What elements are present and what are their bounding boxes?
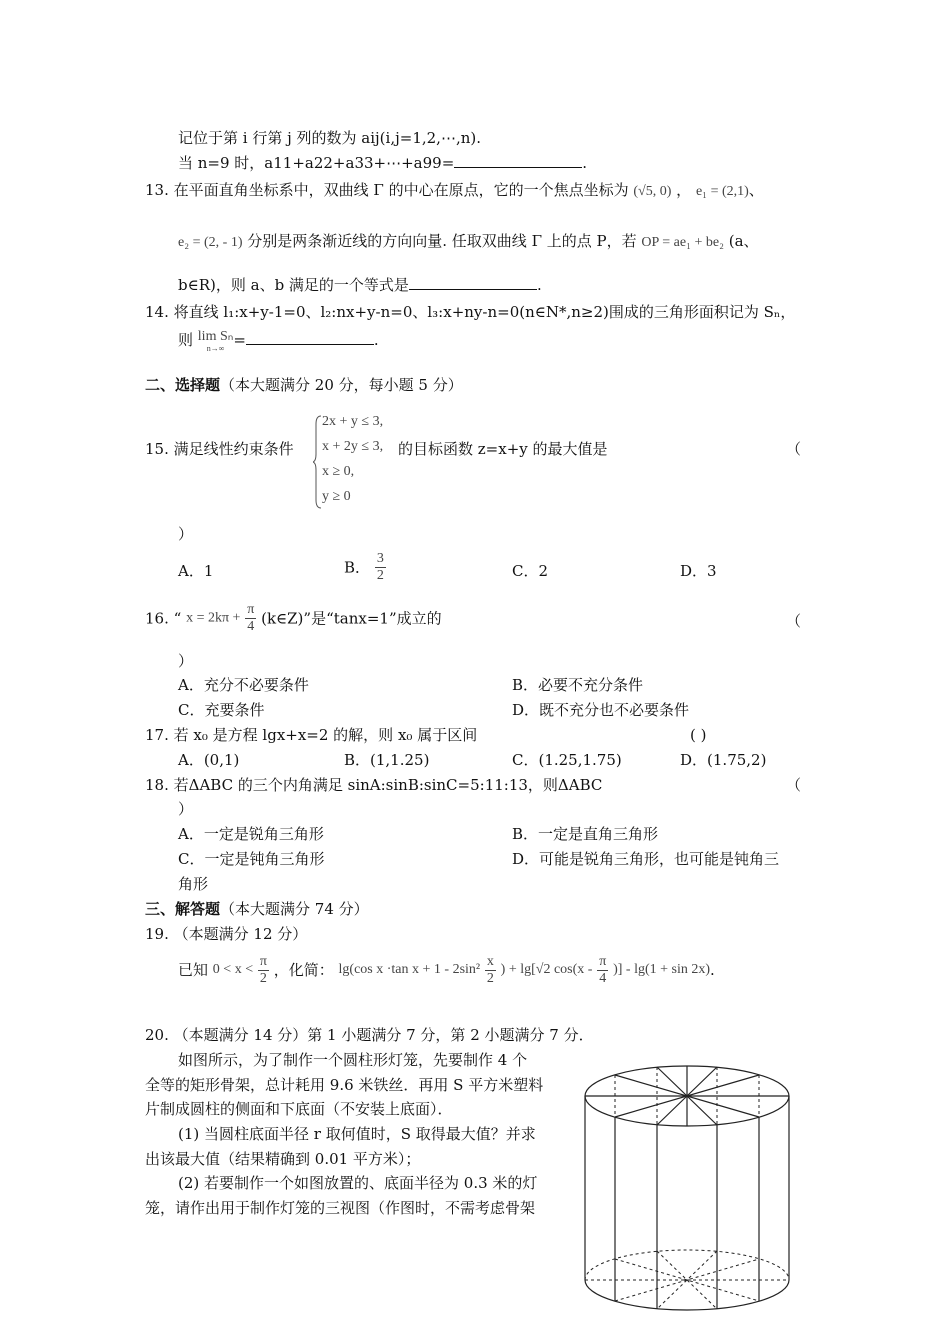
lantern-figure [576, 1050, 798, 1338]
q18-line1 [145, 775, 602, 795]
question-number: 20. [145, 1026, 169, 1044]
q20-score: （本题满分 14 分）第 1 小题满分 7 分，第 2 小题满分 7 分． [173, 1026, 594, 1044]
q13-paren: (a、 [728, 232, 759, 250]
fraction-pi-4 [245, 602, 256, 635]
question-number: 16. [145, 609, 169, 628]
q14-then: 则 [178, 331, 194, 349]
quote-open: “ [173, 609, 182, 628]
option-c[interactable]: C．充要条件 [178, 701, 265, 719]
q14-text1: 将直线 l₁:x+y-1=0、l₂:nx+y-n=0、l₃:x+ny-n=0(n∈N*,n≥2)围成的三角形面积记为 Sₙ， [173, 303, 796, 321]
answer-paren: ( ) [690, 726, 707, 744]
q12-line2 [178, 153, 587, 173]
answer-paren-open: （ [786, 612, 802, 630]
option-d[interactable]: D．既不充分也不必要条件 [512, 701, 690, 719]
q20-p1-line3: 片制成圆柱的侧面和下底面（不安装上底面）． [145, 1100, 453, 1118]
q17-text: 若 x₀ 是方程 lgx+x=2 的解，则 x₀ 属于区间 [173, 726, 478, 744]
q13-text2: 分别是两条渐近线的方向向量. 任取双曲线 Γ 上的点 P，若 [247, 232, 637, 250]
q19-score: （本题满分 12 分） [173, 925, 308, 943]
q19-given: 已知 [178, 961, 209, 979]
q20-header [145, 1025, 594, 1045]
limit-main: lim Sₙ [197, 329, 234, 344]
option-d[interactable]: D．可能是锐角三角形，也可能是钝角三 [512, 850, 780, 868]
constraint-1: 2x + y ≤ 3, [322, 414, 384, 429]
answer-paren-open: （ [786, 440, 802, 458]
q20-p3-line1: (2) 若要制作一个如图放置的、底面半径为 0.3 米的灯 [178, 1174, 538, 1192]
q15-prefix-line [145, 439, 294, 459]
q14-line2 [178, 330, 379, 353]
q14-eq: = [233, 331, 246, 349]
answer-paren-close: ） [178, 800, 194, 818]
q20-p2-line1: (1) 当圆柱底面半径 r 取何值时，S 取得最大值？并求 [178, 1125, 536, 1143]
q13-text1: 在平面直角坐标系中，双曲线 Γ 的中心在原点，它的一个焦点坐标为 [173, 181, 629, 199]
q20-p3-line2: 笼，请作出用于制作灯笼的三视图（作图时，不需考虑骨架 [145, 1199, 536, 1217]
frac-den: 4 [599, 970, 607, 986]
section-2-heading [145, 375, 463, 395]
q13-comma: ， [676, 181, 692, 199]
answer-blank[interactable] [246, 330, 374, 345]
q18-text: 若ΔABC 的三个内角满足 sinA:sinB:sinC=5:11:13，则ΔABC [173, 776, 603, 794]
q12-prefix: 当 n=9 时，a11+a22+a33+⋯+a99= [178, 154, 455, 172]
answer-paren-close: ） [178, 525, 194, 543]
q13-sep: 、 [748, 181, 764, 199]
option-a[interactable]: A．一定是锐角三角形 [178, 825, 324, 843]
q19-expr1: lg(cos x ·tan x + 1 - 2sin² [338, 962, 481, 977]
frac-den: 4 [247, 619, 255, 634]
option-b[interactable]: B．一定是直角三角形 [512, 825, 659, 843]
option-a[interactable]: A．1 [178, 562, 214, 580]
section-title: 三、解答题 [145, 900, 221, 918]
option-d[interactable]: D．(1.75,2) [680, 751, 767, 769]
section-title: 二、选择题 [145, 376, 221, 394]
option-d[interactable]: D．3 [680, 562, 717, 580]
question-number: 19. [145, 925, 169, 943]
question-number: 18. [145, 776, 169, 794]
q15-suffix: 的目标函数 z=x+y 的最大值是 [398, 440, 608, 458]
fraction-pi-4 [597, 954, 608, 987]
q19-simplify: ，化简： [273, 961, 334, 979]
q12-suffix: . [582, 154, 588, 172]
constraint-2: x + 2y ≤ 3, [322, 439, 384, 454]
option-c[interactable]: C．(1.25,1.75) [512, 751, 622, 769]
answer-blank[interactable] [409, 275, 537, 290]
q20-p2-line2: 出该最大值（结果精确到 0.01 平方米）； [145, 1150, 421, 1168]
q16-line1 [145, 602, 442, 635]
section-3-heading [145, 899, 369, 919]
frac-den: 2 [486, 970, 494, 986]
q14-line1 [145, 302, 795, 322]
q16-expr: x = 2kπ + [186, 610, 241, 626]
q19-header [145, 924, 307, 944]
q13-text3: b∈R)，则 a、b 满足的一个等式是 [178, 276, 409, 294]
frac-num: 3 [376, 551, 384, 566]
frac-num: x [486, 953, 494, 969]
q19-expr2: ) + lg[√2 cos(x - [500, 962, 593, 977]
q19-expr3: )] - lg(1 + sin 2x) [613, 962, 711, 977]
limit-expression [198, 330, 234, 353]
fraction-pi-2 [258, 954, 269, 987]
question-number: 14. [145, 303, 169, 321]
focus-coordinate: (√5, 0) [633, 184, 672, 199]
question-number: 15. [145, 440, 169, 458]
limit-sub: n→∞ [206, 344, 225, 353]
answer-paren-open: （ [786, 776, 802, 794]
q12-line1: 记位于第 i 行第 j 列的数为 aij(i,j=1,2,⋯,n). [178, 129, 481, 147]
constraint-3: x ≥ 0, [322, 464, 355, 479]
q19-body [178, 950, 715, 989]
fraction-three-halves [375, 551, 386, 584]
q20-p1-line1: 如图所示，为了制作一个圆柱形灯笼，先要制作 4 个 [178, 1051, 528, 1069]
answer-paren-close: ） [178, 652, 194, 670]
q14-suffix: . [373, 331, 379, 349]
option-c[interactable]: C．2 [512, 562, 549, 580]
section-note: （本大题满分 20 分，每小题 5 分） [220, 376, 463, 394]
option-c[interactable]: C．一定是钝角三角形 [178, 850, 325, 868]
frac-den: 2 [259, 970, 267, 986]
question-number: 13. [145, 181, 169, 199]
option-a[interactable]: A．充分不必要条件 [178, 676, 309, 694]
frac-num: π [247, 602, 255, 617]
constraint-4: y ≥ 0 [322, 489, 351, 504]
q13-line3 [178, 275, 542, 295]
q13-line1 [145, 180, 764, 202]
section-note: （本大题满分 74 分） [220, 900, 369, 918]
answer-blank[interactable] [454, 153, 582, 168]
q15-prefix: 满足线性约束条件 [173, 440, 294, 458]
question-number: 17. [145, 726, 169, 744]
frac-num: π [259, 953, 267, 969]
q16-rest: (k∈Z)”是“tanx=1”成立的 [261, 609, 442, 628]
option-a[interactable]: A．(0,1) [178, 751, 240, 769]
fraction-x-2 [485, 954, 496, 987]
vector-e2: e₂ = (2, - 1) [178, 235, 243, 250]
q20-p1-line2: 全等的矩形骨架，总计耗用 9.6 米铁丝．再用 S 平方米塑料 [145, 1076, 544, 1094]
q13-line2 [178, 231, 759, 253]
option-b[interactable]: B．(1,1.25) [344, 751, 430, 769]
q17-line1 [145, 725, 477, 745]
option-b-label: B． [344, 558, 371, 577]
option-b[interactable]: B．必要不充分条件 [512, 676, 644, 694]
vector-op: OP = ae₁ + be₂ [641, 235, 724, 250]
q19-cond: 0 < x < [212, 962, 254, 977]
frac-num: π [599, 953, 607, 969]
option-b[interactable] [344, 551, 386, 584]
q13-suffix: . [536, 276, 542, 294]
option-d-wrap: 角形 [178, 875, 209, 893]
frac-den: 2 [376, 568, 384, 583]
vector-e1: e₁ = (2,1) [695, 184, 749, 199]
q19-end: . [710, 961, 715, 979]
